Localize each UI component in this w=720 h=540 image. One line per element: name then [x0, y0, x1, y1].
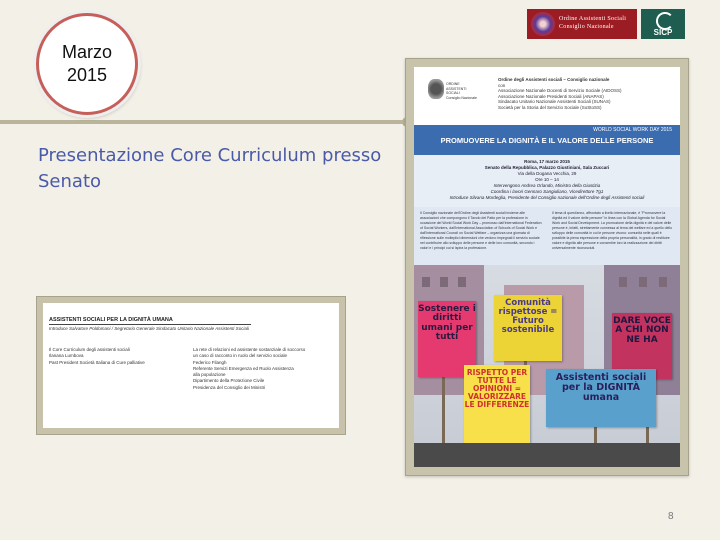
- sicp-logo: [641, 9, 685, 39]
- thumbnail-line: Referente Servizi Emergenza ed Ruolo Assistenza: [193, 365, 294, 371]
- poster-body-left: Il Consiglio nazionale dell'Ordine degli Assistenti sociali insieme alle associazioni che compongono il Tavolo del Patto per la professione in occasione del World Social Work Day – promosso dall'International Federation of Social Workers, dall'International Association of Schools of Social Work e dall'International Council on Social Welfare – organizza una giornata di riflessione sulle molteplici dimensioni che vedono impegnati il servizio sociale nel contribuire allo sviluppo delle persone e delle loro comunità, secondo i valori e i principi cui si ispira la professione.: [420, 211, 542, 250]
- thumbnail-left-column: [49, 347, 169, 366]
- thumbnail-line: Past President Società Italiana di Cure palliative: [49, 359, 145, 365]
- thumbnail-line: Ilanana Lumbova: [49, 353, 84, 359]
- cnoas-logo: [527, 9, 637, 39]
- ordine-logo-icon: [428, 79, 444, 99]
- date-badge: [36, 13, 138, 115]
- poster-body: [414, 207, 680, 265]
- slide-title: Presentazione Core Curriculum presso Senato: [38, 145, 382, 192]
- page-number: 8: [668, 511, 674, 522]
- poster-logo-text: Consiglio Nazionale: [446, 95, 477, 100]
- protest-sign-5: Assistenti sociali per la DIGNITÀ umana: [546, 369, 656, 427]
- poster-headline: PROMUOVERE LA DIGNITÀ E IL VALORE DELLE PERSONE: [440, 136, 654, 145]
- thumbnail-line: Dipartimento della Protezione Civile: [193, 378, 265, 384]
- globe-icon: [531, 12, 555, 36]
- poster-logo-text: ASSISTENTI: [446, 86, 467, 91]
- poster-organizers: Ordine degli Assistenti sociali – Consiglio nazionale con Associazione Nazionale Docenti di Servizio Sociale (AIDOSS) Associazione Nazionale Presidenti Sociali (ANAPAS) Sindacato Unitario Nazionale Assistenti Sociali (SUNAS) Società per la Storia del Servizio Sociale (SoStoSS): [498, 77, 622, 110]
- thumbnail-heading: ASSISTENTI SOCIALI PER LA DIGNITÀ UMANA: [49, 317, 173, 323]
- thumbnail-line: La rete di relazioni ed assistente sostanziale di soccorso: [193, 347, 306, 352]
- program-thumbnail: [36, 296, 346, 435]
- poster-event-info: Roma, 17 marzo 2015 Senato della Repubblica, Palazzo Giustiniani, Sala Zuccari Via della Dogana Vecchia, 29 Ore 10 – 14 Intervengono Andrea Orlando, Ministro della Giustizia Coordina i lavori Gennaro Sangiuliano, Vicedirettore Tg1 Introduce Silvana Mordeglia, Presidente del Consiglio nazionale dell'Ordine degli Assistenti sociali: [414, 155, 680, 209]
- poster-banner: [414, 125, 680, 155]
- poster-world-day: WORLD SOCIAL WORK DAY 2015: [593, 127, 672, 133]
- poster-header: [414, 67, 680, 125]
- sicp-logo-text: SICP: [653, 28, 673, 37]
- divider-line: [0, 120, 408, 124]
- thumbnail-line: alla popolazione: [193, 372, 226, 378]
- thumbnail-line: un caso di racconto in ruolo del servizio sociale: [193, 353, 288, 359]
- thumbnail-line: Presidenza del Consiglio dei Ministri: [193, 384, 266, 390]
- crowd-silhouette: [414, 443, 680, 467]
- poster-body-right: Il tema di quest'anno, affrontato a livello internazionale, è "Promuovere la dignità ed il valore delle persone" in linea con la Global Agenda for Social Work and Social Development. La promozione della dignità e del valore delle persone è, infatti, strettamente connessa al tema del welfare ed a quello dello sviluppo delle comunità in cui le persone vivono: comunità nelle quali è possibile la piena espressione della propria personalità, in grado di restituire valore e dignità alle persone e consentire loro la realizzazione dei diritti universalmente riconosciuti.: [552, 211, 673, 250]
- thumbnail-right-column: [193, 347, 335, 391]
- event-poster: [405, 58, 689, 476]
- poster-logo-text: SOCIALI: [446, 91, 460, 95]
- protest-sign-4: RISPETTO PER TUTTE LE OPINIONI = VALORIZZARE LE DIFFERENZE: [464, 365, 530, 449]
- poster-illustration: [414, 265, 680, 467]
- thumbnail-line: Federico Filangh: [193, 359, 227, 365]
- thumbnail-line: Il Core Curriculum degli assistenti sociali: [49, 347, 130, 352]
- protest-sign-1: Sostenere i diritti umani per tutti: [418, 301, 476, 377]
- date-year: 2015: [66, 65, 108, 85]
- poster-logo-text: ORDINE: [446, 82, 460, 86]
- cnoas-logo-line2: Consiglio Nazionale: [559, 24, 614, 30]
- protest-sign-3: DARE VOCE A CHI NON NE HA: [612, 313, 672, 379]
- protest-sign-2: Comunità rispettose = Futuro sostenibile: [494, 295, 562, 361]
- date-month: Marzo: [61, 42, 112, 62]
- cnoas-logo-line1: Ordine Assistenti Sociali: [559, 16, 627, 22]
- thumbnail-subheading: Introduce Salvatore Poldomani / Segretario Generale Sindacato Unitario Nazionale Assistenti Sociali: [49, 326, 249, 331]
